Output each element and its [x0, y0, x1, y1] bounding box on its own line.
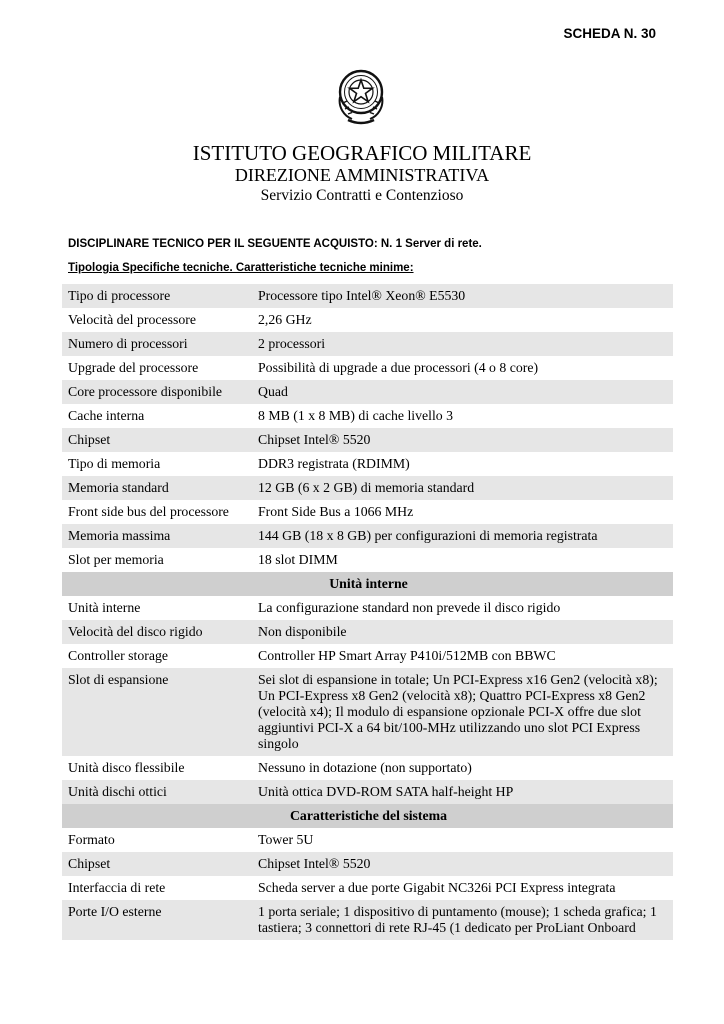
spec-value: 8 MB (1 x 8 MB) di cache livello 3: [258, 408, 454, 423]
section-title: Unità interne: [62, 572, 673, 596]
spec-value: 144 GB (18 x 8 GB) per configurazioni di memoria registrata: [252, 524, 673, 548]
spec-label: Controller storage: [68, 648, 169, 663]
spec-label: Interfaccia di rete: [68, 880, 166, 895]
spec-label: Porte I/O esterne: [62, 900, 252, 940]
spec-value: Chipset Intel® 5520: [252, 428, 673, 452]
spec-value: Front Side Bus a 1066 MHz: [258, 504, 414, 519]
spec-value: La configurazione standard non prevede il disco rigido: [258, 600, 561, 615]
spec-value: Quad: [252, 380, 673, 404]
spec-row: [62, 620, 673, 644]
italian-republic-emblem-icon: [334, 67, 388, 127]
spec-row: [62, 308, 673, 332]
spec-label: Slot per memoria: [68, 552, 164, 567]
spec-row: [62, 428, 673, 452]
spec-label: Memoria massima: [62, 524, 252, 548]
spec-label: Chipset: [62, 852, 252, 876]
spec-row: [62, 596, 673, 620]
spec-label: Numero di processori: [62, 332, 252, 356]
spec-value: 2 processori: [252, 332, 673, 356]
spec-row: [62, 452, 673, 476]
spec-label: Tipo di processore: [62, 284, 252, 308]
spec-row: [62, 404, 673, 428]
spec-table: [62, 284, 673, 940]
spec-value: Processore tipo Intel® Xeon® E5530: [252, 284, 673, 308]
spec-label: Velocità del disco rigido: [62, 620, 252, 644]
spec-label: Upgrade del processore: [68, 360, 199, 375]
spec-row: [62, 476, 673, 500]
institute-name: ISTITUTO GEOGRAFICO MILITARE: [192, 141, 532, 165]
spec-row: [62, 284, 673, 308]
spec-row: [62, 332, 673, 356]
spec-label: Velocità del processore: [68, 312, 196, 327]
spec-value: 1 porta seriale; 1 dispositivo di puntamento (mouse); 1 scheda grafica; 1 tastiera; 3 connettori di rete RJ-45 (1 dedicato per ProLiant Onboard: [252, 900, 673, 940]
spec-label: Unità dischi ottici: [62, 780, 252, 804]
spec-label: Front side bus del processore: [68, 504, 229, 519]
spec-label: Unità interne: [68, 600, 141, 615]
spec-label: Unità disco flessibile: [68, 760, 185, 775]
spec-value: Tower 5U: [258, 832, 314, 847]
spec-label: Cache interna: [68, 408, 145, 423]
spec-value: Unità ottica DVD-ROM SATA half-height HP: [252, 780, 673, 804]
spec-value: Possibilità di upgrade a due processori (4 o 8 core): [258, 360, 539, 375]
spec-row: [62, 380, 673, 404]
spec-value: Non disponibile: [252, 620, 673, 644]
spec-row: [62, 852, 673, 876]
spec-label: Memoria standard: [62, 476, 252, 500]
spec-row: [62, 900, 673, 940]
section-header-row: [62, 804, 673, 828]
spec-label: Core processore disponibile: [62, 380, 252, 404]
spec-value: Sei slot di espansione in totale; Un PCI-Express x16 Gen2 (velocità x8); Un PCI-Express x8 Gen2 (velocità x8); Quattro PCI-Express x8 Gen2 (velocità x4); Il modulo di espansione opzionale PCI-X offre due slot aggiuntivi PCI-X a 64 bit/100-MHz utilizzando uno slot PCI Express singolo: [252, 668, 673, 756]
spec-value: Chipset Intel® 5520: [252, 852, 673, 876]
spec-label: Formato: [68, 832, 115, 847]
tipologia-heading: Tipologia Specifiche tecniche. Caratteristiche tecniche minime:: [68, 262, 414, 274]
spec-label: Chipset: [62, 428, 252, 452]
direction-name: DIREZIONE AMMINISTRATIVA: [234, 165, 490, 185]
scheda-number: SCHEDA N. 30: [563, 26, 656, 41]
spec-label: Tipo di memoria: [68, 456, 161, 471]
service-name: Servizio Contratti e Contenzioso: [260, 187, 464, 204]
spec-row: [62, 356, 673, 380]
section-title: Caratteristiche del sistema: [62, 804, 673, 828]
disciplinare-heading: DISCIPLINARE TECNICO PER IL SEGUENTE ACQUISTO: N. 1 Server di rete.: [68, 238, 482, 250]
spec-row: [62, 756, 673, 780]
spec-row: [62, 668, 673, 756]
spec-value: 2,26 GHz: [258, 312, 312, 327]
spec-row: [62, 524, 673, 548]
spec-value: Nessuno in dotazione (non supportato): [258, 760, 472, 775]
spec-value: DDR3 registrata (RDIMM): [258, 456, 410, 471]
spec-row: [62, 644, 673, 668]
spec-row: [62, 876, 673, 900]
spec-value: 12 GB (6 x 2 GB) di memoria standard: [252, 476, 673, 500]
spec-row: [62, 780, 673, 804]
spec-row: [62, 828, 673, 852]
spec-value: Controller HP Smart Array P410i/512MB con BBWC: [258, 648, 556, 663]
spec-value: 18 slot DIMM: [258, 552, 338, 567]
section-header-row: [62, 572, 673, 596]
spec-row: [62, 500, 673, 524]
spec-label: Slot di espansione: [62, 668, 252, 756]
spec-row: [62, 548, 673, 572]
spec-value: Scheda server a due porte Gigabit NC326i PCI Express integrata: [258, 880, 616, 895]
